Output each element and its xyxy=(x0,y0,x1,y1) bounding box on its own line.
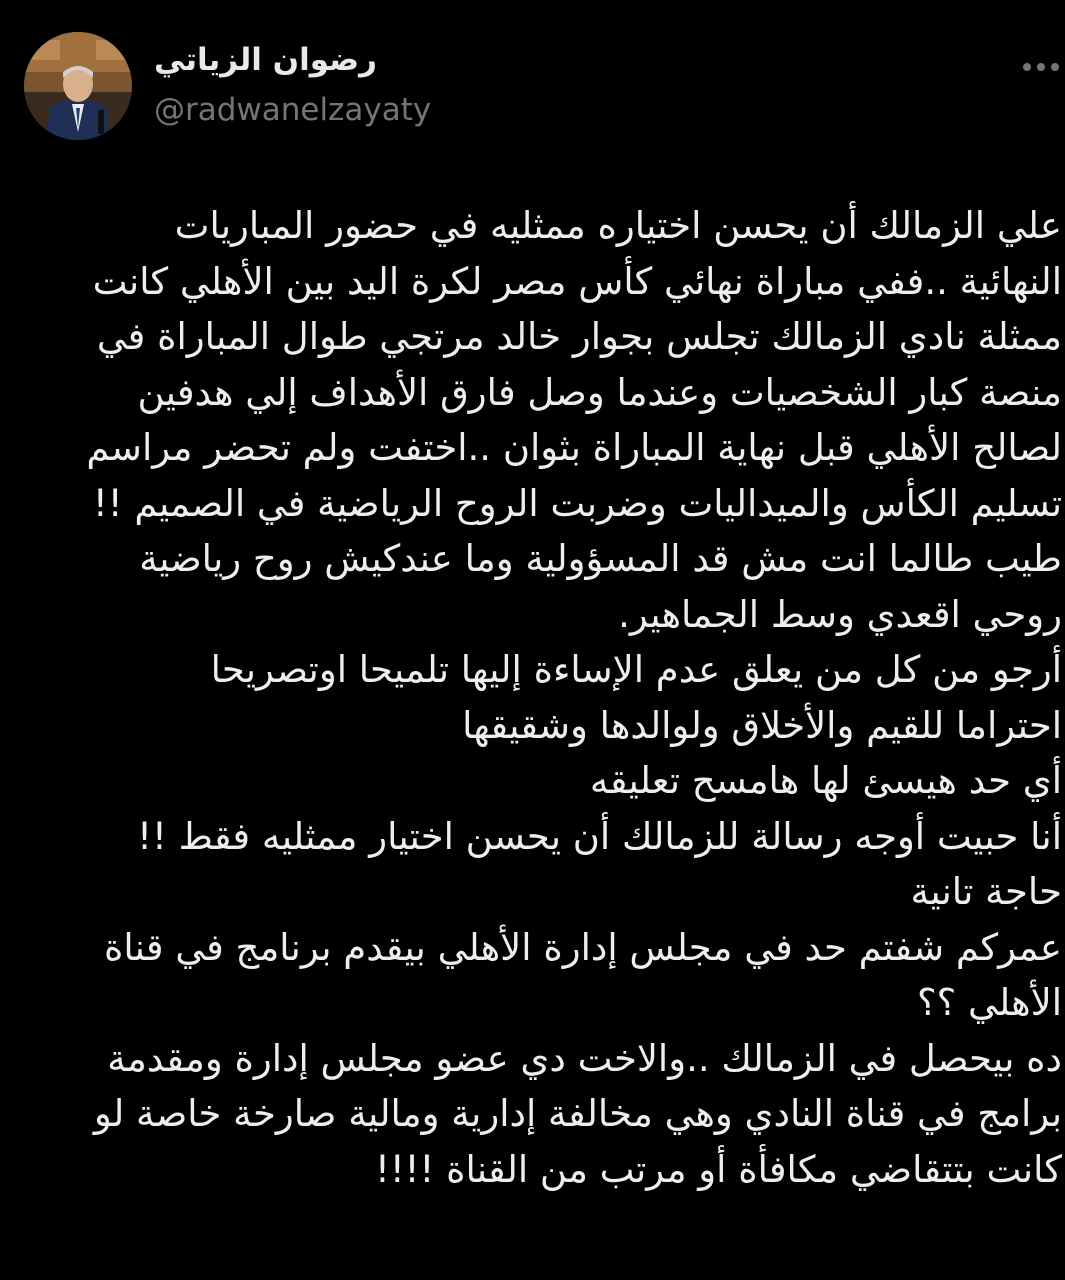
avatar[interactable] xyxy=(24,32,132,140)
more-button[interactable] xyxy=(1018,52,1064,82)
tweet-text xyxy=(0,198,1065,1197)
tweet-line: النهائية ..ففي مباراة نهائي كأس مصر لكرة اليد بين الأهلي كانت xyxy=(92,259,1062,303)
profile-photo xyxy=(24,32,132,140)
tweet-header xyxy=(0,0,1065,160)
tweet-line: تسليم الكأس والميداليات وضربت الروح الرياضية في الصميم !! xyxy=(92,481,1062,525)
tweet-line: أي حد هيسئ لها هامسح تعليقه xyxy=(589,759,1062,802)
tweet-line: احتراما للقيم والأخلاق ولوالدها وشقيقها xyxy=(462,703,1062,747)
tweet-line: روحي اقعدي وسط الجماهير. xyxy=(618,592,1062,636)
author-info xyxy=(154,40,754,130)
user-handle[interactable]: @radwanelzayaty xyxy=(154,92,432,128)
more-horizontal-icon xyxy=(1021,62,1061,72)
tweet-line: طيب طالما انت مش قد المسؤولية وما عندكيش روح رياضية xyxy=(139,537,1062,580)
tweet-line: لصالح الأهلي قبل نهاية المباراة بثوان ..اختفت ولم تحضر مراسم xyxy=(86,426,1062,469)
tweet-line: حاجة تانية xyxy=(910,870,1062,913)
tweet-line: برامج في قناة النادي وهي مخالفة إدارية ومالية صارخة خاصة لو xyxy=(93,1092,1062,1135)
tweet-line: علي الزمالك أن يحسن اختياره ممثليه في حضور المباريات xyxy=(174,204,1062,247)
tweet-line: ده بيحصل في الزمالك ..والاخت دي عضو مجلس إدارة ومقدمة xyxy=(107,1036,1062,1080)
tweet-line: ممثلة نادي الزمالك تجلس بجوار خالد مرتجي طوال المباراة في xyxy=(96,315,1062,358)
tweet-line: كانت بتتقاضي مكافأة أو مرتب من القناة !!!! xyxy=(374,1147,1062,1191)
tweet-line: أنا حبيت أوجه رسالة للزمالك أن يحسن اختيار ممثليه فقط !! xyxy=(137,814,1062,858)
tweet-line: منصة كبار الشخصيات وعندما وصل فارق الأهداف إلي هدفين xyxy=(137,370,1062,414)
tweet-line: أرجو من كل من يعلق عدم الإساءة إليها تلميحا اوتصريحا xyxy=(210,648,1062,691)
tweet-line: الأهلي ؟؟ xyxy=(916,981,1062,1024)
display-name[interactable]: رضوان الزياتي xyxy=(154,42,377,78)
tweet-line: عمركم شفتم حد في مجلس إدارة الأهلي بيقدم برنامج في قناة xyxy=(104,925,1062,969)
